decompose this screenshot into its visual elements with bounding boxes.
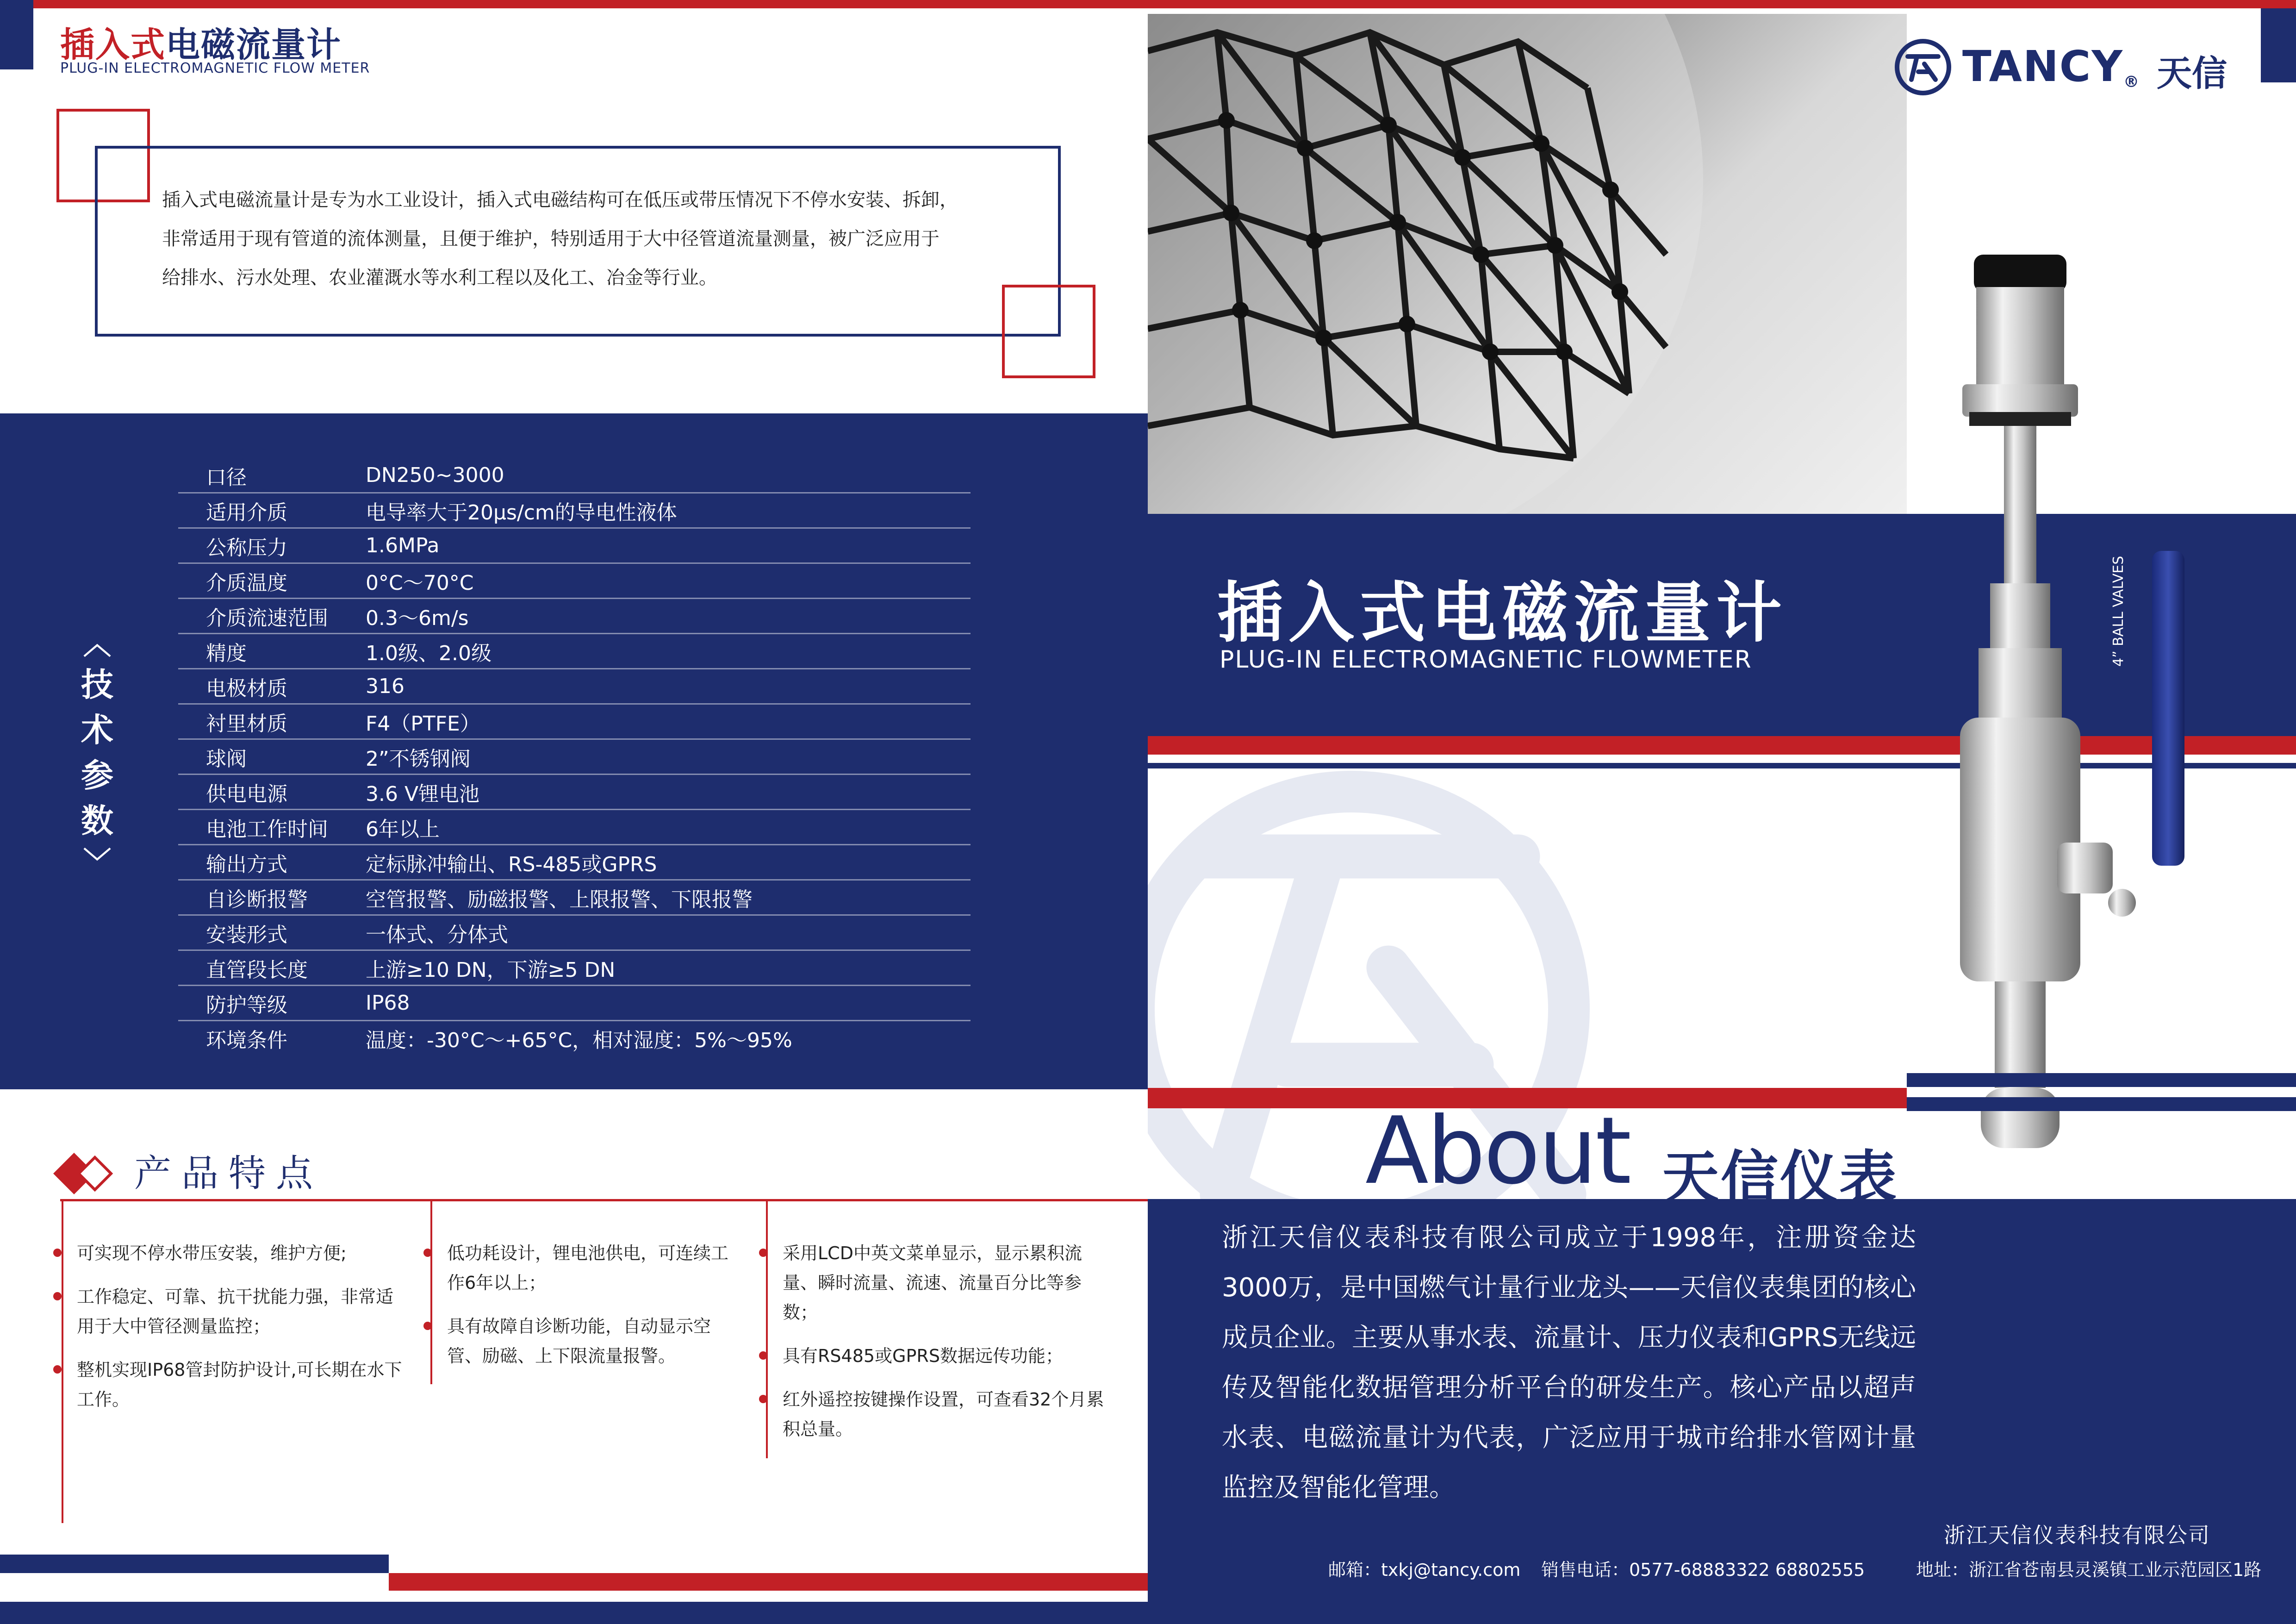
spec-row bbox=[178, 916, 971, 951]
features-column-3 bbox=[766, 1238, 1108, 1458]
spec-key: 球阀 bbox=[206, 747, 247, 771]
spec-key: 安装形式 bbox=[206, 923, 287, 947]
feature-text: 工作稳定、可靠、抗干扰能力强，非常适用于大中管径测量监控； bbox=[77, 1287, 394, 1337]
spec-value: 一体式、分体式 bbox=[366, 923, 508, 947]
features-column-2 bbox=[430, 1238, 745, 1385]
about-navy-bar bbox=[1907, 1097, 2296, 1111]
spec-row bbox=[178, 951, 971, 986]
about-body: 浙江天信仪表科技有限公司成立于1998年，注册资金达3000万，是中国燃气计量行业龙头——天信仪表集团的核心成员企业。主要从事水表、流量计、压力仪表和GPRS无线远传及智能化数据管理分析平台的研发生产。核心产品以超声水表、电磁流量计为代表，广泛应用于城市给排水管网计量监控及智能化管理。 bbox=[1222, 1223, 1916, 1503]
spec-value: 3.6 V锂电池 bbox=[366, 782, 480, 806]
spec-row bbox=[178, 634, 971, 669]
feature-text: 具有RS485或GPRS数据远传功能； bbox=[783, 1346, 1063, 1366]
top-red-bar-right bbox=[1148, 0, 2296, 8]
feature-text: 低功耗设计，锂电池供电，可连续工作6年以上； bbox=[447, 1243, 729, 1293]
spec-value: 316 bbox=[366, 675, 404, 698]
footer-email: 邮箱：txkj@tancy.com bbox=[1328, 1560, 1521, 1580]
brand-name-text: TANCY bbox=[1962, 42, 2123, 91]
feature-item bbox=[430, 1312, 745, 1371]
features-column-1 bbox=[60, 1238, 403, 1428]
about-navy-bar-top bbox=[1907, 1073, 2296, 1087]
feature-item bbox=[60, 1282, 403, 1341]
footer-company: 浙江天信仪表科技有限公司 bbox=[1944, 1523, 2210, 1548]
spec-value: 电导率大于20μs/cm的导电性液体 bbox=[366, 500, 677, 525]
bullet-dot-icon bbox=[53, 1365, 62, 1374]
spec-title-char: 参 bbox=[81, 756, 113, 794]
spec-row bbox=[178, 1021, 971, 1055]
diamond-icon bbox=[53, 1148, 123, 1199]
spec-table bbox=[178, 458, 971, 1055]
brand-name bbox=[1962, 42, 2140, 91]
intro-line: 非常适用于现有管道的流体测量，且便于维护，特别适用于大中径管道流量测量，被广泛应用于 bbox=[162, 228, 940, 250]
spec-title-char: 数 bbox=[81, 802, 113, 840]
spec-title bbox=[76, 662, 118, 843]
feature-item bbox=[60, 1355, 403, 1414]
spec-value: 1.0级、2.0级 bbox=[366, 641, 492, 665]
spec-title-bracket-bottom: ﹀ bbox=[83, 846, 111, 879]
spec-value: F4（PTFE） bbox=[366, 712, 480, 736]
bullet-dot-icon bbox=[53, 1249, 62, 1257]
spec-row bbox=[178, 599, 971, 634]
footer-phone: 销售电话：0577-68883322 68802555 bbox=[1541, 1560, 1865, 1580]
about-heading-cn: 天信仪表 bbox=[1661, 1145, 1899, 1212]
feature-item bbox=[766, 1385, 1108, 1444]
spec-row bbox=[178, 458, 971, 493]
spec-value: 定标脉冲输出、RS-485或GPRS bbox=[366, 852, 657, 876]
spec-value: 0°C～70°C bbox=[366, 571, 474, 595]
footer-address: 地址：浙江省苍南县灵溪镇工业示范园区1路 bbox=[1916, 1560, 2262, 1580]
feature-text: 采用LCD中英文菜单显示，显示累积流量、瞬时流量、流速、流量百分比等参数； bbox=[783, 1243, 1082, 1323]
spec-key: 环境条件 bbox=[206, 1028, 287, 1052]
bullet-dot-icon bbox=[423, 1322, 432, 1330]
feature-text: 具有故障自诊断功能，自动显示空管、励磁、上下限流量报警。 bbox=[447, 1316, 711, 1366]
brand-reg: ® bbox=[2123, 73, 2140, 91]
spec-row bbox=[178, 881, 971, 916]
about-heading-en: About bbox=[1365, 1097, 1630, 1205]
intro-corner-red-br bbox=[1002, 285, 1095, 378]
spec-value: IP68 bbox=[366, 991, 410, 1015]
geodesic-sphere-icon bbox=[1148, 14, 1907, 514]
spec-row bbox=[178, 775, 971, 810]
bottom-stripe-red bbox=[389, 1573, 1148, 1591]
bottom-stripe-navy-full bbox=[0, 1602, 1148, 1624]
top-red-bar-left bbox=[33, 0, 1148, 8]
spec-value: 空管报警、励磁报警、上限报警、下限报警 bbox=[366, 887, 753, 912]
spec-value: 温度：-30°C～+65°C，相对湿度：5%～95% bbox=[366, 1028, 792, 1052]
feature-text: 整机实现IP68管封防护设计,可长期在水下工作。 bbox=[77, 1360, 402, 1410]
intro-line: 插入式电磁流量计是专为水工业设计，插入式电磁结构可在低压或带压情况下不停水安装、拆卸， bbox=[162, 189, 958, 211]
spec-key: 电极材质 bbox=[206, 676, 287, 700]
spec-key: 精度 bbox=[206, 641, 247, 665]
spec-value: DN250~3000 bbox=[366, 463, 504, 487]
spec-key: 输出方式 bbox=[206, 852, 287, 876]
flowmeter-product-image bbox=[1935, 245, 2194, 1190]
bullet-dot-icon bbox=[759, 1351, 767, 1360]
valve-label: 4” BALL VALVES bbox=[2110, 556, 2127, 667]
header-subtitle: PLUG-IN ELECTROMAGNETIC FLOW METER bbox=[60, 60, 370, 76]
spec-key: 供电电源 bbox=[206, 782, 287, 806]
spec-row bbox=[178, 986, 971, 1021]
spec-key: 介质流速范围 bbox=[206, 606, 328, 630]
spec-key: 电池工作时间 bbox=[206, 817, 328, 841]
bottom-stripe-navy-left bbox=[0, 1555, 389, 1573]
spec-key: 防护等级 bbox=[206, 993, 287, 1017]
spec-key: 介质温度 bbox=[206, 571, 287, 595]
feature-text: 可实现不停水带压安装，维护方便; bbox=[77, 1243, 347, 1263]
spec-row bbox=[178, 669, 971, 705]
left-corner-navy bbox=[0, 0, 33, 69]
spec-title-bracket-top: ︿ bbox=[83, 629, 111, 661]
spec-key: 自诊断报警 bbox=[206, 887, 308, 912]
bullet-dot-icon bbox=[53, 1292, 62, 1300]
feature-text: 红外遥控按键操作设置，可查看32个月累积总量。 bbox=[783, 1389, 1104, 1439]
spec-value: 1.6MPa bbox=[366, 534, 440, 557]
feature-item bbox=[766, 1238, 1108, 1327]
product-subtitle: PLUG-IN ELECTROMAGNETIC FLOWMETER bbox=[1220, 646, 1752, 674]
spec-key: 适用介质 bbox=[206, 500, 287, 525]
feature-item bbox=[430, 1238, 745, 1298]
spec-row bbox=[178, 564, 971, 599]
header-title bbox=[60, 18, 342, 67]
spec-row bbox=[178, 705, 971, 740]
spec-key: 直管段长度 bbox=[206, 958, 308, 982]
product-title: 插入式电磁流量计 bbox=[1217, 575, 1787, 651]
bullet-dot-icon bbox=[423, 1249, 432, 1257]
spec-row bbox=[178, 740, 971, 775]
intro-text bbox=[162, 181, 1041, 297]
right-corner-navy bbox=[2261, 8, 2296, 82]
spec-row bbox=[178, 493, 971, 529]
spec-title-char: 术 bbox=[81, 711, 113, 749]
header-title-red: 插入式 bbox=[60, 25, 166, 65]
bullet-dot-icon bbox=[759, 1395, 767, 1403]
spec-title-char: 技 bbox=[81, 666, 113, 704]
feature-item bbox=[766, 1341, 1108, 1371]
intro-line: 给排水、污水处理、农业灌溉水等水利工程以及化工、冶金等行业。 bbox=[162, 267, 717, 288]
spec-value: 0.3～6m/s bbox=[366, 606, 469, 630]
features-title: 产品特点 bbox=[134, 1152, 323, 1195]
brand-cn: 天信 bbox=[2157, 53, 2227, 94]
spec-row bbox=[178, 810, 971, 845]
spec-value: 上游≥10 DN，下游≥5 DN bbox=[366, 958, 616, 982]
spec-key: 衬里材质 bbox=[206, 712, 287, 736]
hero-photo bbox=[1148, 14, 1907, 514]
spec-value: 2”不锈钢阀 bbox=[366, 747, 471, 771]
tancy-logo-icon bbox=[1893, 37, 1953, 97]
spec-row bbox=[178, 529, 971, 564]
spec-key: 公称压力 bbox=[206, 536, 287, 560]
spec-row bbox=[178, 845, 971, 881]
spec-key: 口径 bbox=[206, 465, 247, 489]
header-title-navy: 电磁流量计 bbox=[166, 25, 342, 65]
bullet-dot-icon bbox=[759, 1249, 767, 1257]
spec-value: 6年以上 bbox=[366, 817, 440, 841]
features-underline bbox=[60, 1199, 1148, 1201]
feature-item bbox=[60, 1238, 403, 1268]
